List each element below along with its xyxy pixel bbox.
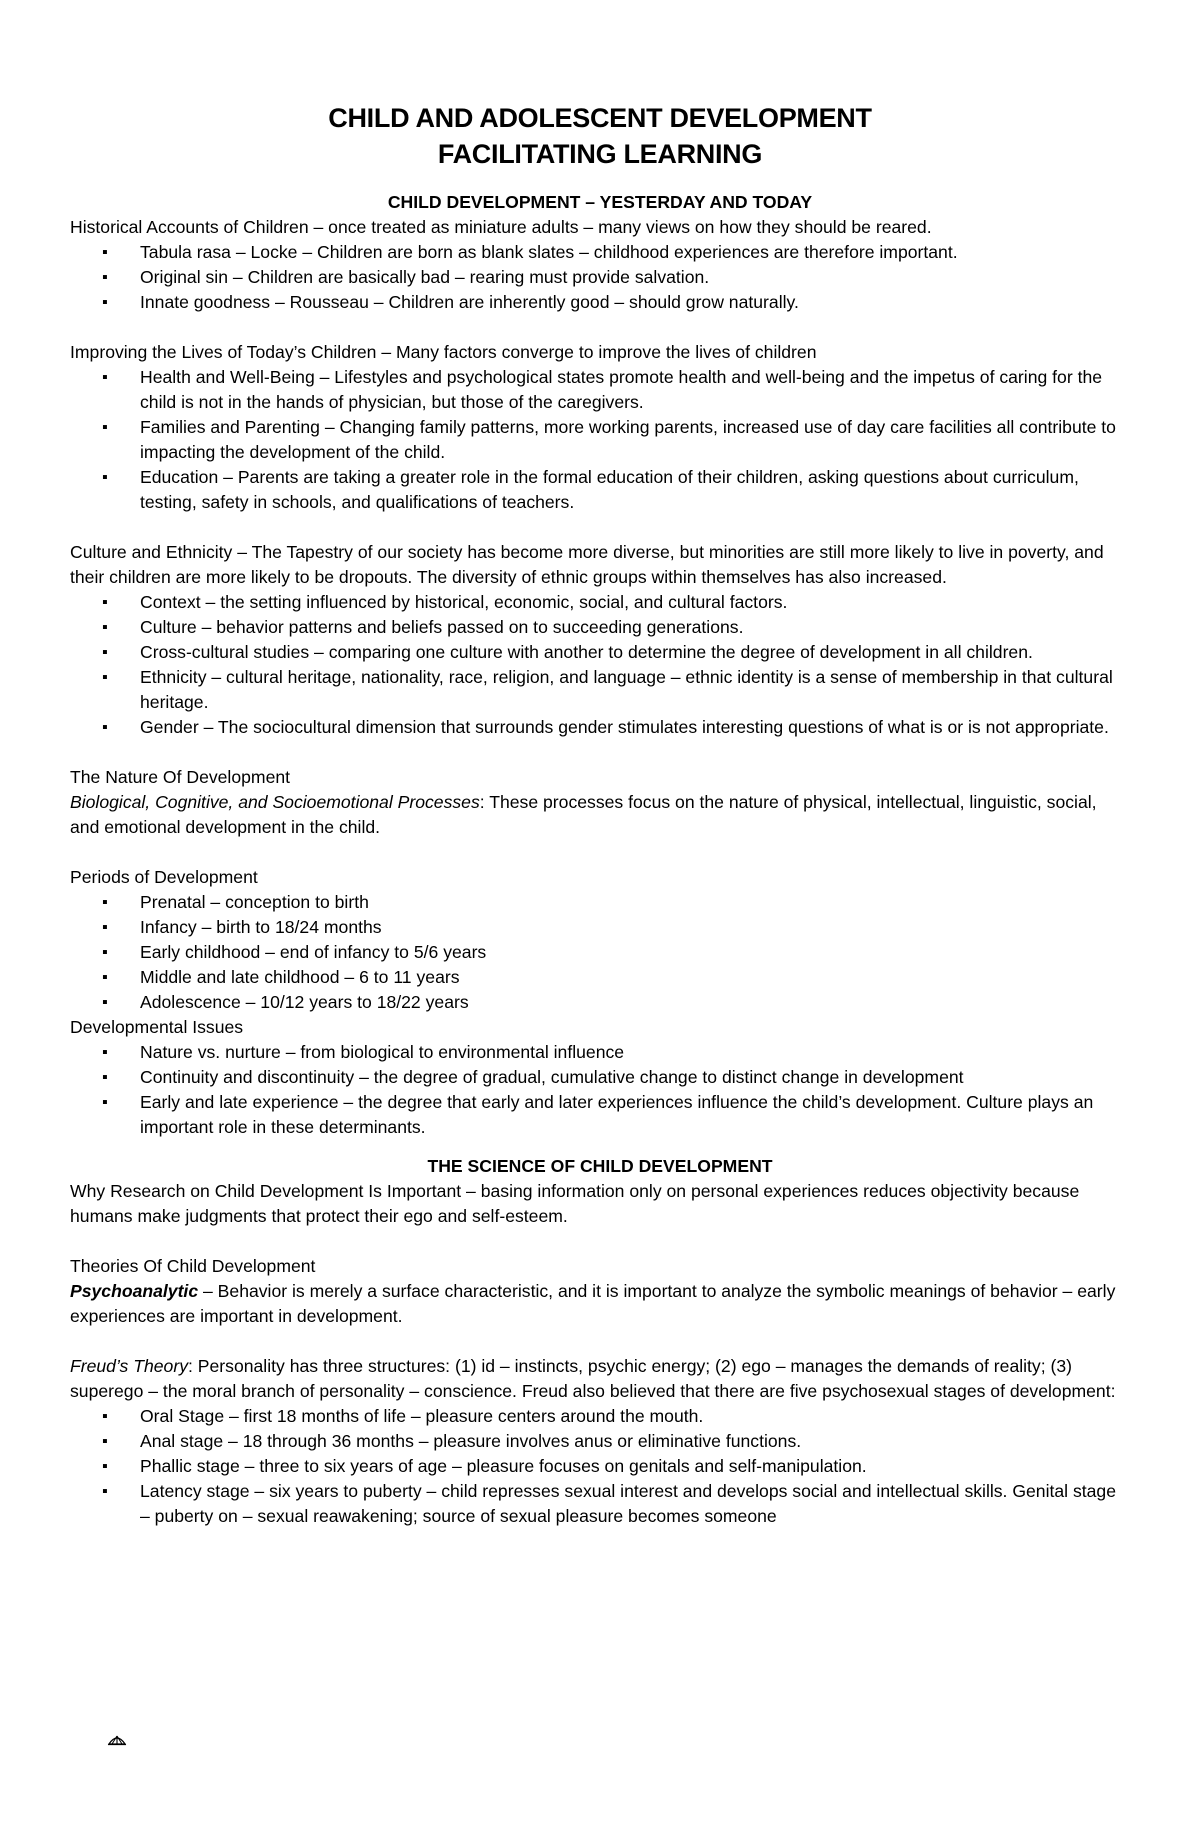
spacer [70, 740, 1130, 765]
list-item: ▪ Prenatal – conception to birth [70, 890, 1130, 915]
list-item: ▪ Oral Stage – first 18 months of life – pleasure centers around the mouth. [70, 1404, 1130, 1429]
nature-text: : These processes focus on the nature of physical, intellectual, linguistic, social, and emotional development in the child. [70, 792, 1097, 837]
culture-list [70, 590, 1130, 740]
section-heading-science: THE SCIENCE OF CHILD DEVELOPMENT [427, 1156, 773, 1176]
list-item: ▪ Early childhood – end of infancy to 5/6 years [70, 940, 1130, 965]
list-item: ▪ Context – the setting influenced by historical, economic, social, and cultural factors. [70, 590, 1130, 615]
doc-title-line2: FACILITATING LEARNING [437, 139, 763, 169]
psychoanalytic-paragraph [70, 1279, 1130, 1329]
psychoanalytic-label: Psychoanalytic [70, 1281, 199, 1301]
freud-label: Freud’s Theory [70, 1356, 188, 1376]
list-item: ▪ Phallic stage – three to six years of age – pleasure focuses on genitals and self-manipulation. [70, 1454, 1130, 1479]
issues-list [70, 1040, 1130, 1140]
list-item: ▪ Education – Parents are taking a greater role in the formal education of their children, asking questions about curriculum, testing, safety in schools, and qualifications of teachers. [70, 465, 1130, 515]
footer-logo-icon [107, 1732, 127, 1748]
list-item: ▪ Nature vs. nurture – from biological to environmental influence [70, 1040, 1130, 1065]
historical-list [70, 240, 1130, 315]
nature-heading: The Nature Of Development [70, 767, 291, 787]
issues-heading: Developmental Issues [70, 1017, 244, 1037]
document-body [70, 100, 1130, 1529]
freud-stages-list [70, 1404, 1130, 1529]
list-item: ▪ Early and late experience – the degree that early and later experiences influence the child’s development. Culture plays an important role in these determinants. [70, 1090, 1130, 1140]
nature-italic-label: Biological, Cognitive, and Socioemotional Processes [70, 792, 480, 812]
nature-paragraph [70, 790, 1130, 840]
psychoanalytic-text: – Behavior is merely a surface characteristic, and it is important to analyze the symbolic meanings of behavior – early experiences are important in development. [70, 1281, 1116, 1326]
doc-title-line1: CHILD AND ADOLESCENT DEVELOPMENT [328, 103, 872, 133]
list-item: ▪ Cross-cultural studies – comparing one culture with another to determine the degree of development in all children. [70, 640, 1130, 665]
list-item: ▪ Ethnicity – cultural heritage, nationality, race, religion, and language – ethnic identity is a sense of membership in that cultural heritage. [70, 665, 1130, 715]
list-item: ▪ Tabula rasa – Locke – Children are born as blank slates – childhood experiences are therefore important. [70, 240, 1130, 265]
list-item: ▪ Middle and late childhood – 6 to 11 years [70, 965, 1130, 990]
list-item: ▪ Latency stage – six years to puberty – child represses sexual interest and develops social and intellectual skills. Genital stage – puberty on – sexual reawakening; source of sexual pleasure becomes someone [70, 1479, 1130, 1529]
spacer [70, 1140, 1130, 1154]
list-item: ▪ Gender – The sociocultural dimension that surrounds gender stimulates interesting questions of what is or is not appropriate. [70, 715, 1130, 740]
improving-lives-paragraph: Improving the Lives of Today’s Children – Many factors converge to improve the lives of children [70, 342, 817, 362]
list-item: ▪ Innate goodness – Rousseau – Children are inherently good – should grow naturally. [70, 290, 1130, 315]
culture-ethnicity-paragraph: Culture and Ethnicity – The Tapestry of our society has become more diverse, but minorities are still more likely to live in poverty, and their children are more likely to be dropouts. The diversity of ethnic groups within themselves has also increased. [70, 542, 1104, 587]
spacer [70, 515, 1130, 540]
spacer [70, 1329, 1130, 1354]
list-item: ▪ Continuity and discontinuity – the degree of gradual, cumulative change to distinct change in development [70, 1065, 1130, 1090]
spacer [70, 840, 1130, 865]
list-item: ▪ Infancy – birth to 18/24 months [70, 915, 1130, 940]
freud-paragraph [70, 1354, 1130, 1404]
periods-heading: Periods of Development [70, 867, 258, 887]
spacer [70, 315, 1130, 340]
list-item: ▪ Health and Well-Being – Lifestyles and psychological states promote health and well-being and the impetus of caring for the child is not in the hands of physician, but those of the caregivers. [70, 365, 1130, 415]
why-research-paragraph: Why Research on Child Development Is Important – basing information only on personal experiences reduces objectivity because humans make judgments that protect their ego and self-esteem. [70, 1181, 1080, 1226]
freud-text: : Personality has three structures: (1) id – instincts, psychic energy; (2) ego – manages the demands of reality; (3) superego – the moral branch of personality – conscience. Freud also believed that there are five psychosexual stages of development: [70, 1356, 1116, 1401]
section-heading-yesterday-today: CHILD DEVELOPMENT – YESTERDAY AND TODAY [387, 192, 813, 212]
improving-list [70, 365, 1130, 515]
list-item: ▪ Adolescence – 10/12 years to 18/22 years [70, 990, 1130, 1015]
list-item: ▪ Culture – behavior patterns and beliefs passed on to succeeding generations. [70, 615, 1130, 640]
periods-list [70, 890, 1130, 1015]
list-item: ▪ Families and Parenting – Changing family patterns, more working parents, increased use of day care facilities all contribute to impacting the development of the child. [70, 415, 1130, 465]
list-item: ▪ Anal stage – 18 through 36 months – pleasure involves anus or eliminative functions. [70, 1429, 1130, 1454]
historical-accounts-paragraph: Historical Accounts of Children – once treated as miniature adults – many views on how they should be reared. [70, 217, 932, 237]
theories-heading: Theories Of Child Development [70, 1256, 316, 1276]
list-item: ▪ Original sin – Children are basically bad – rearing must provide salvation. [70, 265, 1130, 290]
spacer [70, 1229, 1130, 1254]
